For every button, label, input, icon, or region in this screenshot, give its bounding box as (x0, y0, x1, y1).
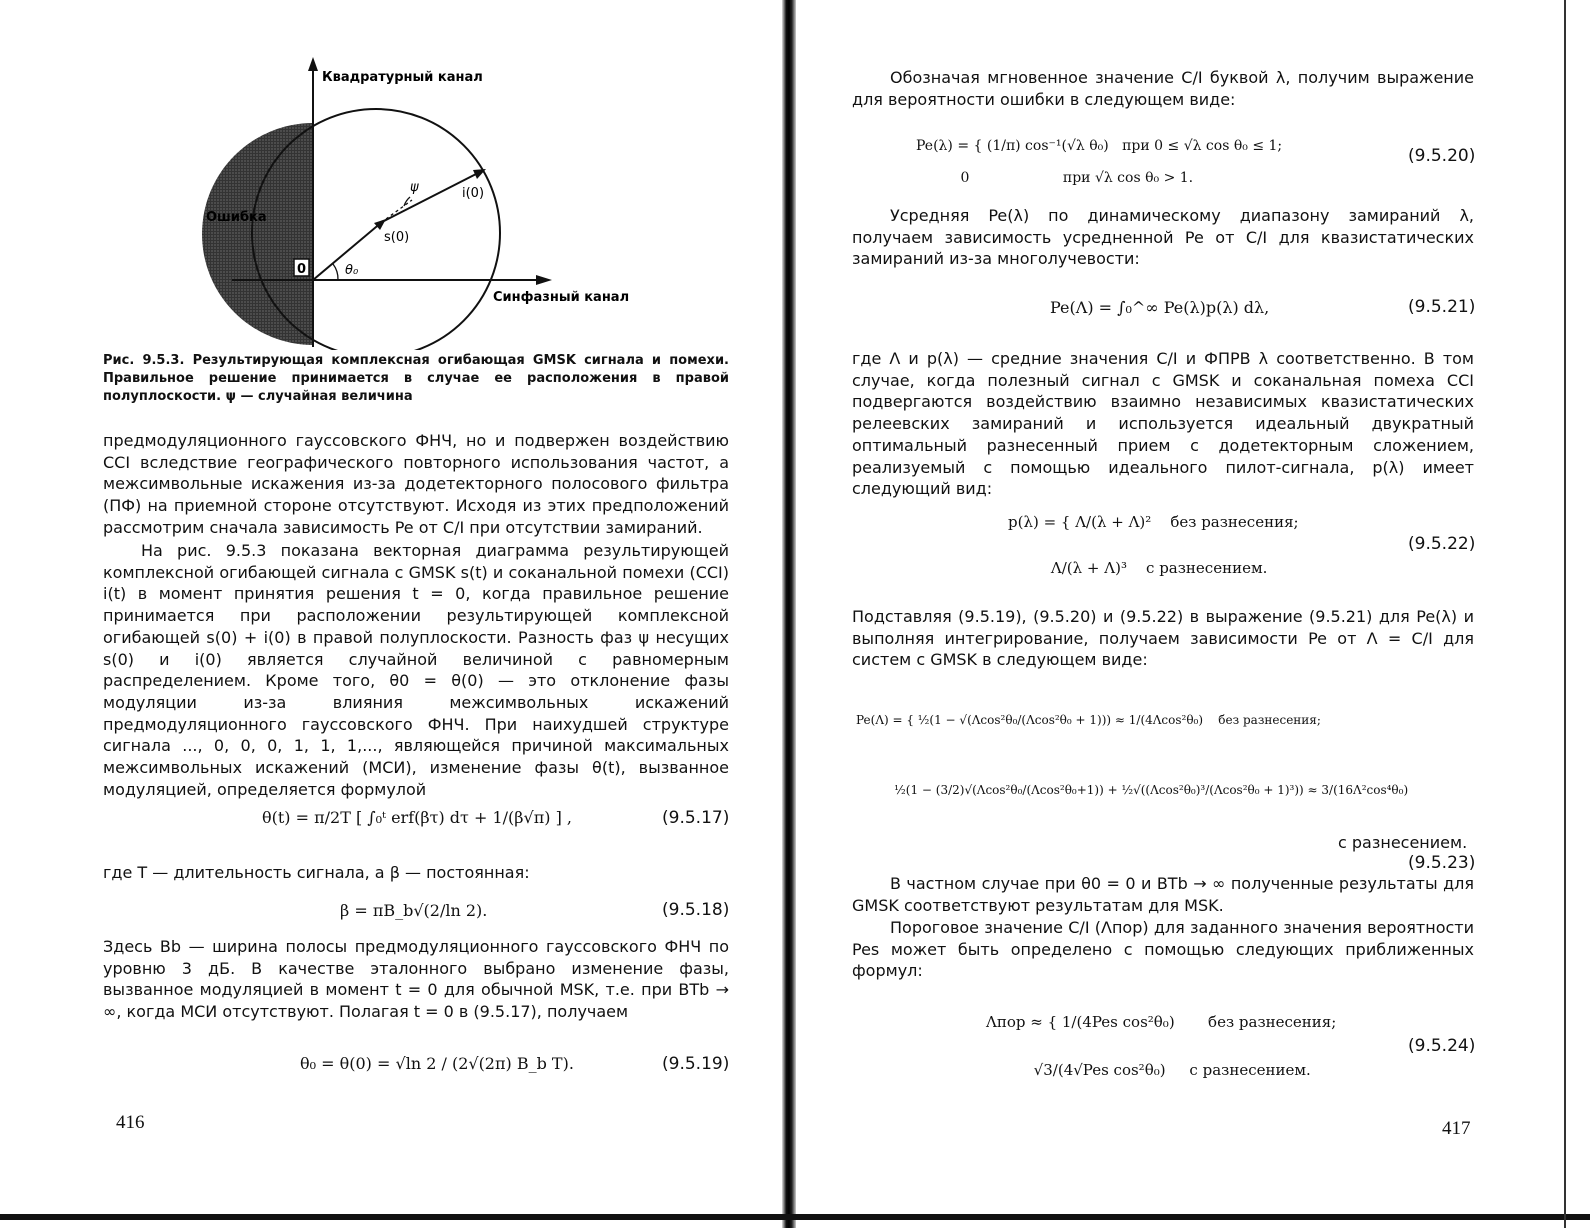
left-paragraph-3: где T — длительность сигнала, а β — постоянная: (103, 863, 530, 882)
quadrature-arrow (308, 57, 318, 71)
equation-number-9-5-20: (9.5.20) (1408, 146, 1476, 166)
equation-9-5-22-line-2: Λ/(λ + Λ)³ с разнесением. (1008, 559, 1268, 577)
figure-label-error: Ошибка (206, 210, 267, 225)
equation-9-5-18: β = πB_b√(2/ln 2). (340, 901, 488, 920)
equation-number-9-5-18: (9.5.18) (662, 900, 730, 920)
page-number-left: 416 (116, 1112, 145, 1133)
equation-9-5-20-line-2: 0 при √λ cos θ₀ > 1. (916, 170, 1194, 186)
equation-number-9-5-24: (9.5.24) (1408, 1036, 1476, 1056)
figure-caption: Рис. 9.5.3. Результирующая комплексная огибающая GMSK сигнала и помехи. Правильное решение принимается в случае ее расположения в правой полуплоскости. ψ — случайная величина (103, 353, 729, 404)
equation-9-5-22-line-1: p(λ) = { Λ/(λ + Λ)² без разнесения; (1008, 513, 1299, 531)
vector-diagram (190, 55, 650, 350)
figure-label-i0: i(0) (462, 186, 485, 201)
equation-number-9-5-23: (9.5.23) (1408, 853, 1476, 873)
figure-label-quadrature: Квадратурный канал (322, 70, 483, 85)
right-paragraph-5: В частном случае при θ0 = 0 и BTb → ∞ полученные результаты для GMSK соответствуют результатам для MSK. (852, 874, 1474, 915)
left-paragraph-1: предмодуляционного гауссовского ФНЧ, но и подвержен воздействию CCI вследствие географического повторного использования частот, а межсимвольные искажения из-за додетекторного полосового фильтра (ПФ) на приемной стороне отсутствуют. Исходя из этих предположений рассмотрим сначала зависимость Pe от C/I при отсутствии замираний. (103, 431, 729, 537)
inphase-arrow (536, 275, 552, 285)
equation-number-9-5-19: (9.5.19) (662, 1054, 730, 1074)
figure-label-theta0: θ₀ (345, 263, 359, 278)
equation-9-5-19: θ₀ = θ(0) = √ln 2 / (2√(2π) B_b T). (300, 1054, 574, 1073)
figure-label-zero: 0 (297, 262, 307, 277)
right-page (798, 0, 1590, 1228)
error-region (202, 123, 313, 345)
left-paragraph-2: На рис. 9.5.3 показана векторная диаграмма результирующей комплексной огибающей сигнала с GMSK s(t) и соканальной помехи (CCI) i(t) в момент принятия решения t = 0, когда правильное решение принимается при расположении результирующей комплексной огибающей s(0) + i(0) в правой полуплоскости. Разность фаз ψ несущих s(0) и i(0) является случайной величиной с равномерным распределением. Кроме того, θ0 = θ(0) — это отклонение фазы модуляции из-за влияния межсимвольных искажений предмодуляционного гауссовского ФНЧ. При наихудшей структуре сигнала ..., 0, 0, 0, 1, 1, 1,..., являющейся причиной максимальных межсимвольных искажений (МСИ), изменение фазы θ(t), вызванное модуляцией, определяется формулой (103, 541, 729, 799)
equation-9-5-21: Pe(Λ) = ∫₀^∞ Pe(λ)p(λ) dλ, (1050, 298, 1270, 317)
equation-9-5-17: θ(t) = π/2T [ ∫₀ᵗ erf(βτ) dτ + 1/(β√π) ] , (262, 808, 572, 827)
equation-9-5-23-line-2: ½(1 − (3/2)√(Λcos²θ₀/(Λcos²θ₀+1)) + ½√((Λcos²θ₀)³/(Λcos²θ₀ + 1)³)) ≈ 3/(16Λ²cos⁴θ₀) (856, 783, 1409, 797)
equation-number-9-5-21: (9.5.21) (1408, 297, 1476, 317)
right-paragraph-2: Усредняя Pe(λ) по динамическому диапазону замираний λ, получаем зависимость усредненной Pe от C/I для квазистатических замираний из-за многолучевости: (852, 206, 1474, 269)
right-paragraph-6: Пороговое значение C/I (Λпор) для заданного значения вероятности Pes может быть определено с помощью следующих приближенных формул: (852, 918, 1474, 981)
equation-number-9-5-22: (9.5.22) (1408, 534, 1476, 554)
right-paragraph-4: Подставляя (9.5.19), (9.5.20) и (9.5.22) в выражение (9.5.21) для Pe(λ) и выполняя интегрирование, получаем зависимости Pe от Λ = C/I для систем с GMSK в следующем виде: (852, 607, 1474, 670)
figure-label-inphase: Синфазный канал (493, 290, 630, 305)
figure-label-s0: s(0) (384, 230, 410, 245)
page-number-right: 417 (1442, 1118, 1471, 1139)
left-page (0, 0, 780, 1228)
equation-9-5-24-line-1: Λпор ≈ { 1/(4Pes cos²θ₀) без разнесения; (986, 1013, 1337, 1031)
figure-label-psi: ψ (410, 180, 419, 195)
right-paragraph-1: Обозначая мгновенное значение C/I буквой λ, получим выражение для вероятности ошибки в следующем виде: (852, 68, 1474, 109)
equation-9-5-20-line-1: Pe(λ) = { (1/π) cos⁻¹(√λ θ₀) при 0 ≤ √λ cos θ₀ ≤ 1; (916, 138, 1283, 154)
left-paragraph-4: Здесь Bb — ширина полосы предмодуляционного гауссовского ФНЧ по уровню 3 дБ. В качестве эталонного выбрано изменение фазы, вызванное модуляцией в момент t = 0 для обычной MSK, т.е. при BTb → ∞, когда МСИ отсутствуют. Полагая t = 0 в (9.5.17), получаем (103, 937, 729, 1022)
theta0-arc (333, 264, 338, 280)
psi-arc (404, 197, 410, 206)
right-paragraph-3: где Λ и p(λ) — средние значения C/I и ФПРВ λ соответственно. В том случае, когда полезный сигнал с GMSK и соканальная помеха CCI подвергаются воздействию взаимно независимых квазистатических релеевских замираний и используется идеальный двукратный оптимальный разнесенный прием с додетекторным сложением, реализуемый с помощью идеального пилот-сигнала, p(λ) имеет следующий вид: (852, 349, 1474, 499)
equation-9-5-23-line-1: Pe(Λ) = { ½(1 − √(Λcos²θ₀/(Λcos²θ₀ + 1))) ≈ 1/(4Λcos²θ₀) без разнесения; (856, 713, 1321, 727)
equation-9-5-24-line-2: √3/(4√Pes cos²θ₀) с разнесением. (986, 1061, 1311, 1079)
equation-9-5-23-line-3: с разнесением. (1338, 833, 1468, 852)
equation-number-9-5-17: (9.5.17) (662, 808, 730, 828)
book-gutter (782, 0, 796, 1228)
